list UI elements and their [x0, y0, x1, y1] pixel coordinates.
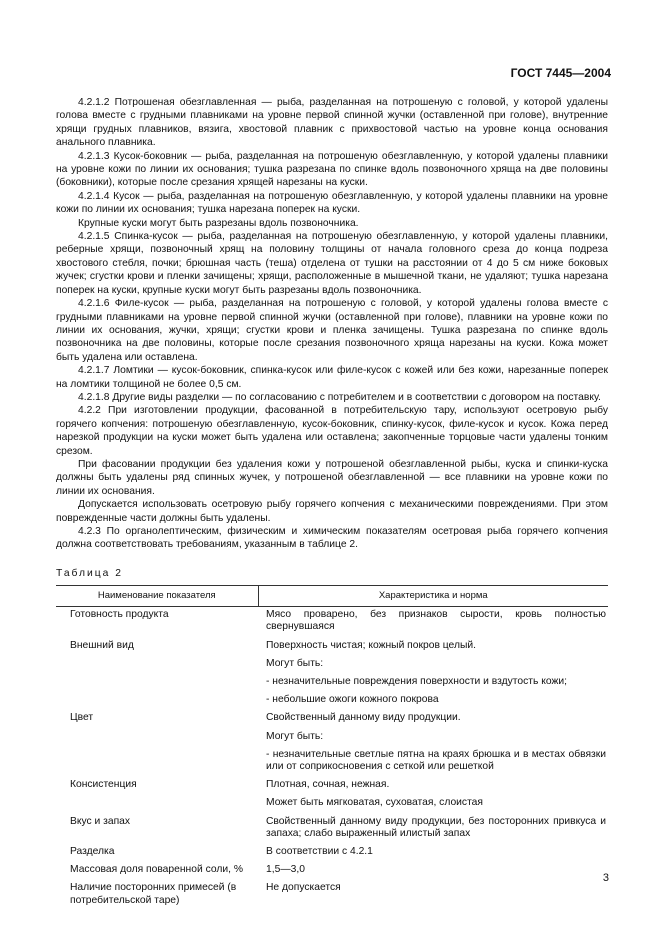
indicator-value: Мясо проварено, без признаков сырости, кровь полностью свернувшаяся [266, 609, 606, 633]
paragraph: 4.2.1.2 Потрошеная обезглавленная — рыба, разделанная на потрошеную с головой, у которой удалены голова вместе с грудными плавниками на уровне первой спинной жучки (оставленной при голове), внутренние хрящи грудных плавников, вязига, хвостовой плавник с прихвостовой частью на уровне конца основания анального плавника. [56, 97, 608, 149]
indicator-name: Консистенция [70, 779, 137, 791]
table-row [56, 710, 608, 728]
table-row [56, 674, 608, 692]
column-header-norm: Характеристика и норма [258, 586, 608, 607]
table-row [56, 607, 608, 638]
indicator-value: - небольшие ожоги кожного покрова [266, 694, 439, 706]
indicator-value: - незначительные повреждения поверхности и вздутость кожи; [266, 676, 567, 688]
table-row [56, 862, 608, 880]
paragraph: Допускается использовать осетровую рыбу горячего копчения с механическими повреждениями. При этом поврежденные части должны быть удалены. [56, 499, 608, 524]
table-row [56, 729, 608, 747]
indicator-value: Не допускается [266, 882, 341, 894]
requirements-table [56, 585, 608, 911]
paragraph: 4.2.1.7 Ломтики — кусок-боковник, спинка-кусок или филе-кусок с кожей или без кожи, нарезанные поперек на ломтики толщиной не более 0,5 см. [56, 365, 608, 390]
table-row [56, 795, 608, 813]
table-row [56, 656, 608, 674]
indicator-value: Плотная, сочная, нежная. [266, 779, 390, 791]
standard-number: ГОСТ 7445—2004 [510, 66, 611, 80]
indicator-value: 1,5—3,0 [266, 864, 305, 876]
indicator-name: Цвет [70, 712, 94, 724]
indicator-value: Поверхность чистая; кожный покров целый. [266, 639, 476, 651]
page-number: 3 [602, 872, 609, 884]
table-row [56, 880, 608, 910]
indicator-value: В соответствии с 4.2.1 [266, 846, 373, 858]
paragraph: 4.2.1.3 Кусок-боковник — рыба, разделанная на потрошеную обезглавленную, у которой удалены плавники на уровне кожи по линии их основания; тушка разрезана по спинке вдоль позвоночного хряща на две половины (боковники), которые после срезания хрящей нарезаны на куски. [56, 150, 608, 189]
indicator-name: Разделка [70, 846, 115, 858]
indicator-value: Может быть мягковатая, суховатая, слоистая [266, 797, 483, 809]
indicator-name: Наличие посторонних примесей (в потребительской таре) [70, 882, 237, 906]
indicator-name: Внешний вид [70, 639, 134, 651]
indicator-name: Готовность продукта [70, 609, 169, 621]
paragraph: 4.2.1.8 Другие виды разделки — по согласованию с потребителем и в соответствии с договором на поставку. [78, 391, 601, 403]
table-caption: Таблица 2 [56, 568, 123, 579]
indicator-value: Могут быть: [266, 730, 324, 742]
paragraph: Крупные куски могут быть разрезаны вдоль позвоночника. [78, 217, 359, 229]
indicator-value: Свойственный данному виду продукции, без посторонних привкуса и запаха; слабо выраженный илистый запах [266, 815, 606, 839]
table-header-row [56, 586, 608, 607]
indicator-name: Вкус и запах [70, 815, 131, 827]
table-row [56, 814, 608, 844]
indicator-value: Свойственный данному виду продукции. [266, 712, 461, 724]
table-row [56, 747, 608, 777]
column-header-indicator: Наименование показателя [56, 586, 258, 607]
body-text [56, 96, 608, 552]
paragraph: 4.2.1.6 Филе-кусок — рыба, разделанная на потрошеную с головой, у которой удалены голова вместе с грудными плавниками на уровне первой спинной жучки (оставленной при голове), плавники на уровне кожи по линии их основания, жучки, хрящи; сгустки крови и пленка зачищены. Тушка разрезана по спинке вдоль позвоночника на две половины, которые после срезания позвоночного хряща нарезаны на куски. Кожа может быть удалена или оставлена. [56, 298, 608, 363]
table-row [56, 638, 608, 656]
paragraph: 4.2.1.5 Спинка-кусок — рыба, разделанная на потрошеную обезглавленную, у которой удалены плавники, реберные хрящи, позвоночный хрящ на половину толщины от начала головного среза до конца подреза хвостового стебля, почки; брюшная часть (теша) отделена от тушки на расстоянии от 4 до 5 см ниже боковых жучек; сгустки крови и пленки зачищены; хрящи, расположенные в мышечной ткани, не удаляют; тушка нарезана поперек на куски, крупные куски могут быть разрезаны вдоль позвоночника. [56, 231, 608, 296]
table-row [56, 777, 608, 795]
table-row [56, 692, 608, 710]
indicator-name: Массовая доля поваренной соли, % [70, 864, 243, 876]
paragraph: 4.2.1.4 Кусок — рыба, разделанная на потрошеную обезглавленную, у которой удалены плавники на уровне кожи по линии их основания; тушка нарезана поперек на куски. [56, 190, 608, 216]
indicator-value: - незначительные светлые пятна на краях брюшка и в местах обвязки или от соприкосновения с сеткой или решеткой [266, 748, 606, 773]
table-row [56, 844, 608, 862]
paragraph: 4.2.3 По органолептическим, физическим и химическим показателям осетровая рыба горячего копчения должна соответствовать требованиям, указанным в таблице 2. [56, 526, 608, 551]
paragraph: 4.2.2 При изготовлении продукции, фасованной в потребительскую тару, используют осетровую рыбу горячего копчения: потрошеную обезглавленную, кусок-боковник, спинку-кусок, филе-кусок и кусок. Кожа перед нарезкой продукции на куски может быть удалена или оставлена; закопченные торцовые части удалены тонким срезом. [56, 405, 608, 457]
paragraph: При фасовании продукции без удаления кожи у потрошеной обезглавленной рыбы, куска и спинки-куска должны быть удалены ряд спинных жучек, у потрошеной обезглавленной — все плавники на уровне кожи по линии их основания. [56, 458, 608, 497]
indicator-value: Могут быть: [266, 657, 324, 669]
